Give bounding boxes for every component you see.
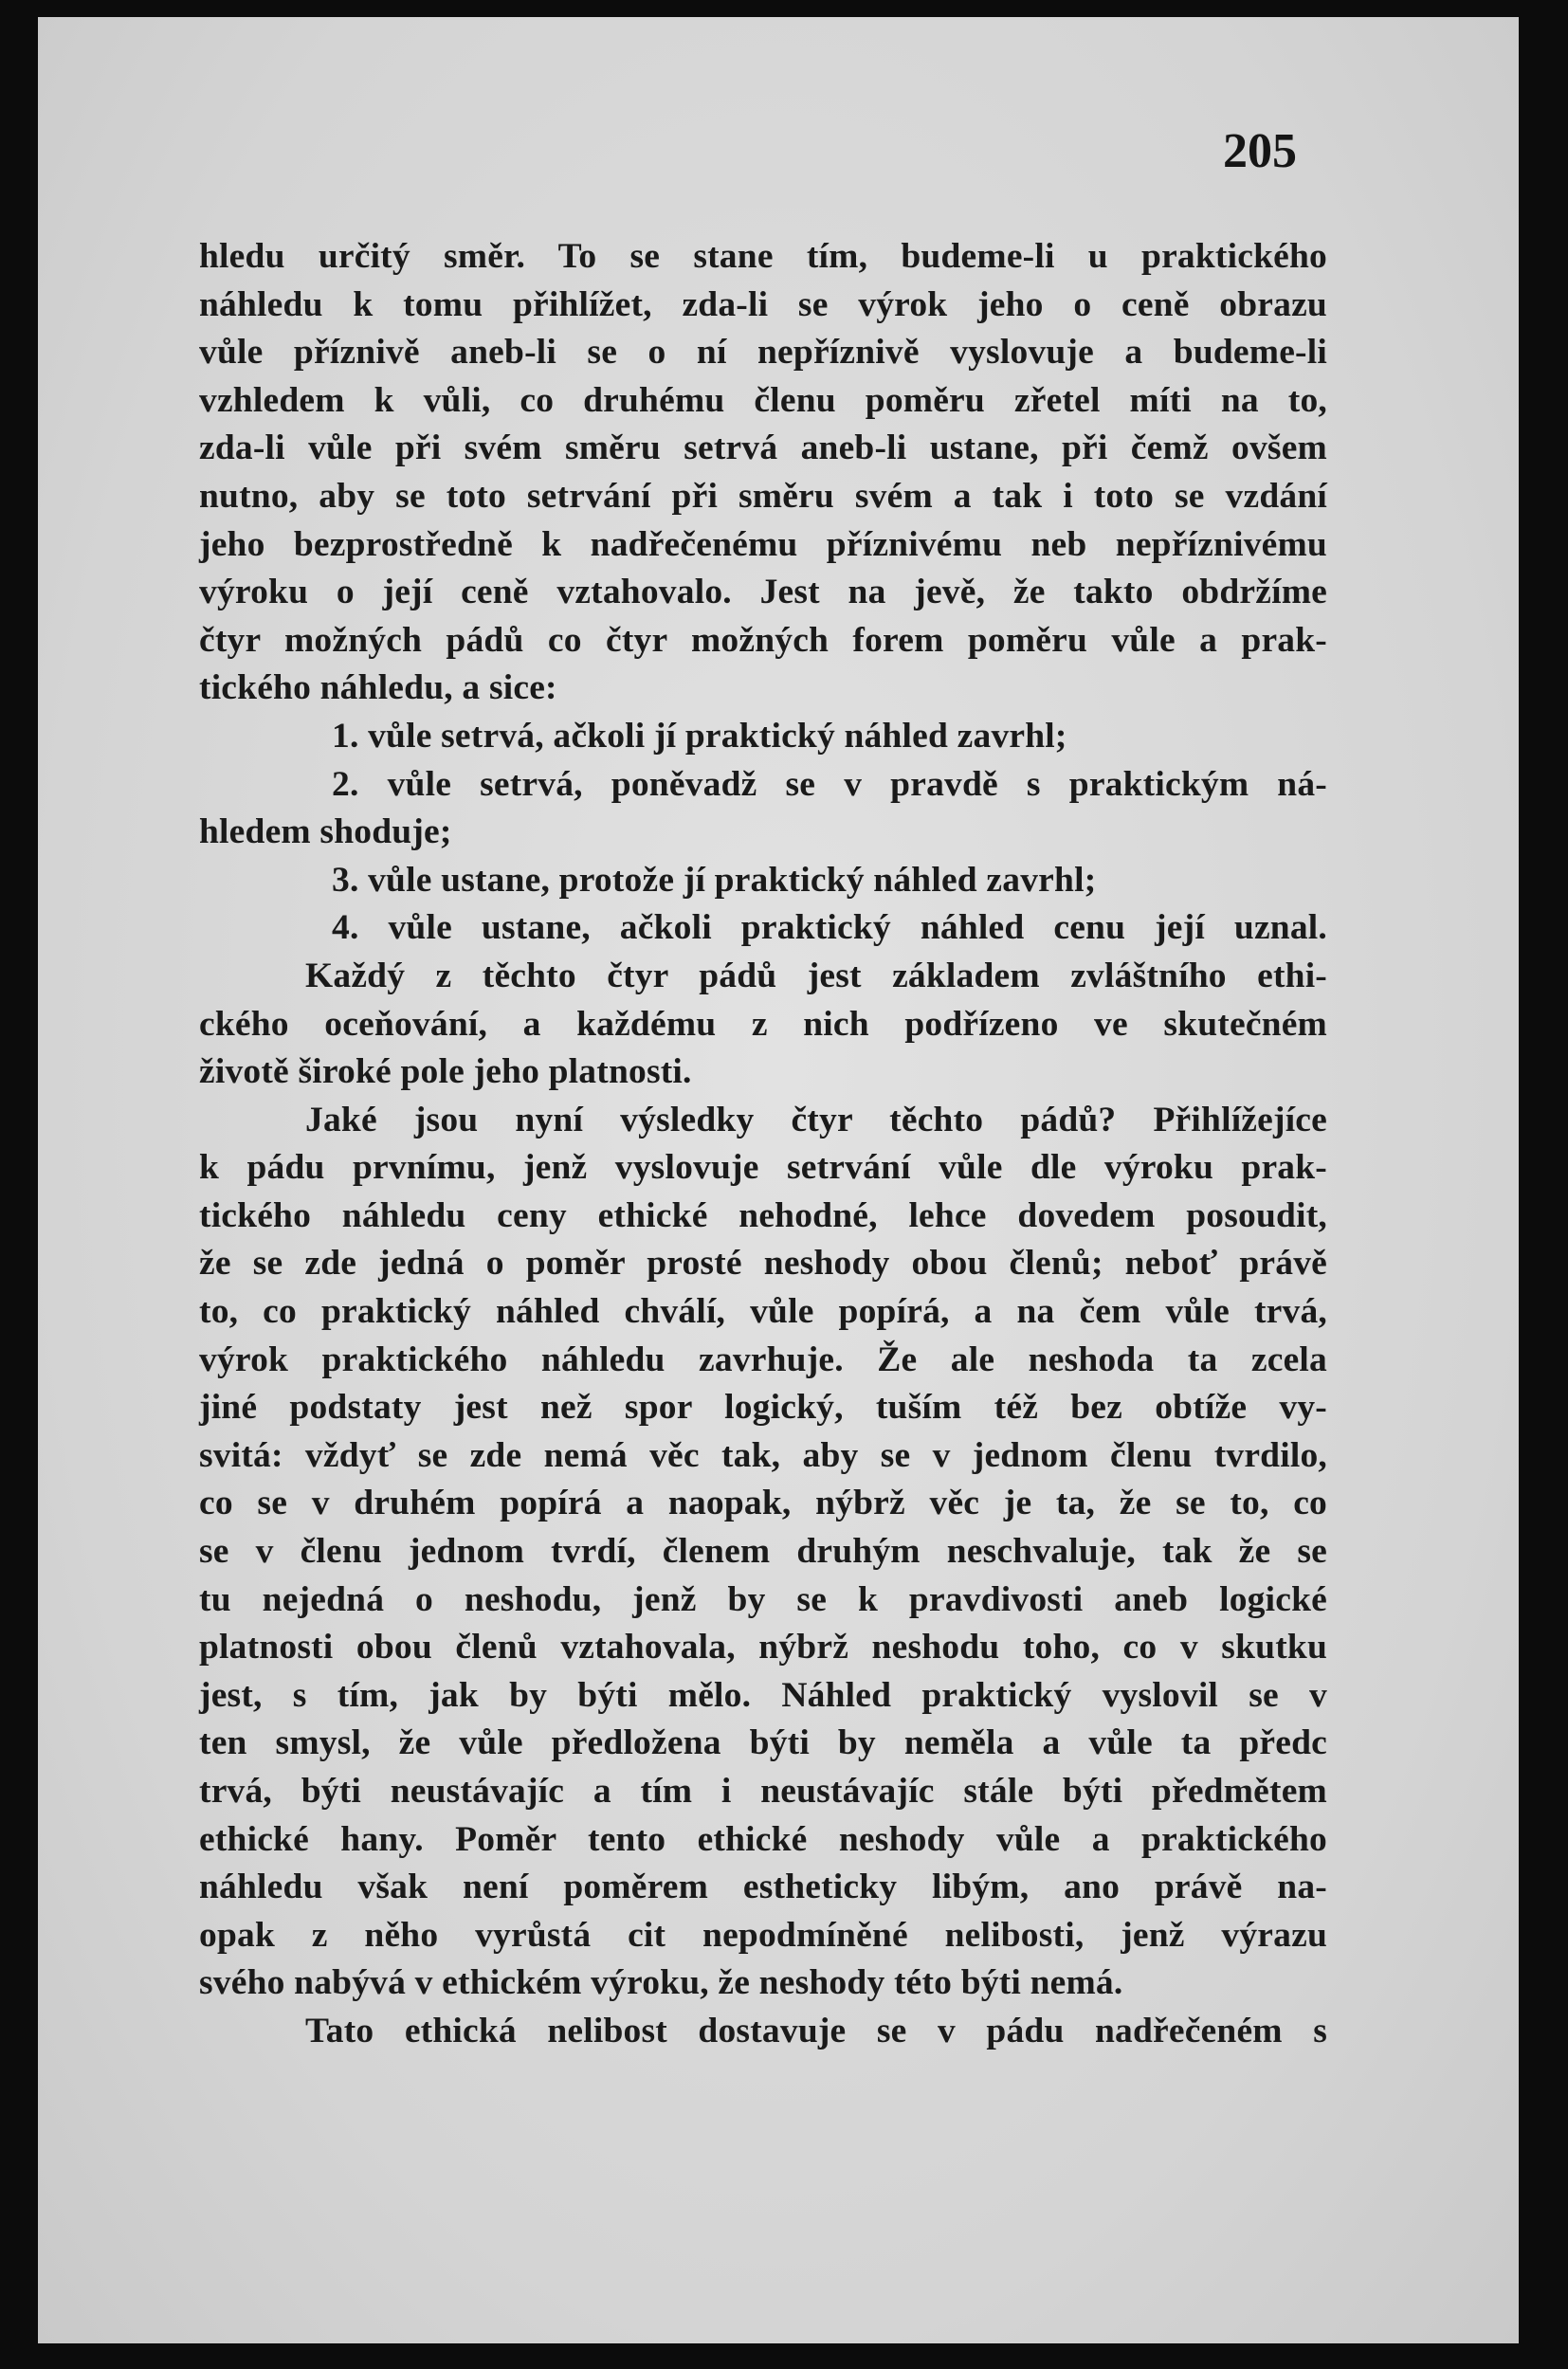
text-line: to, co praktický náhled chválí, vůle popírá, a na čem vůle trvá, (199, 1292, 1327, 1332)
text-line: ckého oceňování, a každému z nich podřízeno ve skutečném (199, 1004, 1327, 1044)
text-line: ethické hany. Poměr tento ethické neshody vůle a praktického (199, 1819, 1327, 1859)
text-line: tu nejedná o neshodu, jenž by se k pravdivosti aneb logické (199, 1579, 1327, 1619)
book-page (38, 17, 1519, 2343)
text-line: čtyr možných pádů co čtyr možných forem poměru vůle a prak- (199, 620, 1327, 660)
text-line: 2. vůle setrvá, poněvadž se v pravdě s praktickým ná- (332, 764, 1327, 804)
text-line: jiné podstaty jest než spor logický, tuším též bez obtíže vy- (199, 1388, 1327, 1428)
text-line: náhledu však není poměrem estheticky libým, ano právě na- (199, 1868, 1327, 1907)
text-line: 3. vůle ustane, protože jí praktický náhled zavrhl; (332, 860, 1097, 900)
text-line: tického náhledu, a sice: (199, 668, 557, 708)
text-line: 4. vůle ustane, ačkoli praktický náhled cenu její uznal. (332, 908, 1327, 948)
text-line: se v členu jednom tvrdí, členem druhým neschvaluje, tak že se (199, 1532, 1327, 1572)
text-line: zda-li vůle při svém směru setrvá aneb-li ustane, při čemž ovšem (199, 428, 1327, 468)
body-text (199, 233, 1327, 2056)
text-line: svitá: vždyť se zde nemá věc tak, aby se v jednom členu tvrdilo, (199, 1435, 1327, 1475)
text-line: platnosti obou členů vztahovala, nýbrž neshodu toho, co v skutku (199, 1628, 1327, 1667)
text-line: vůle příznivě aneb-li se o ní nepříznivě vyslovuje a budeme-li (199, 333, 1327, 373)
text-line: Jaké jsou nyní výsledky čtyr těchto pádů? Přihlížejíce (305, 1100, 1327, 1139)
text-line: Tato ethická nelibost dostavuje se v pádu nadřečeném s (305, 2011, 1327, 2050)
text-line: hledem shoduje; (199, 812, 452, 852)
text-line: trvá, býti neustávajíc a tím i neustávajíc stále býti předmětem (199, 1772, 1327, 1811)
text-line: hledu určitý směr. To se stane tím, budeme-li u praktického (199, 237, 1327, 276)
text-line: Každý z těchto čtyr pádů jest základem zvláštního ethi- (305, 956, 1327, 995)
text-line: životě široké pole jeho platnosti. (199, 1052, 692, 1092)
text-line: ten smysl, že vůle předložena býti by neměla a vůle ta předc (199, 1723, 1327, 1763)
text-line: opak z něho vyrůstá cit nepodmíněné nelibosti, jenž výrazu (199, 1915, 1327, 1955)
text-line: tického náhledu ceny ethické nehodné, lehce dovedem posoudit, (199, 1195, 1327, 1235)
text-line: náhledu k tomu přihlížet, zda-li se výrok jeho o ceně obrazu (199, 284, 1327, 324)
text-line: 1. vůle setrvá, ačkoli jí praktický náhled zavrhl; (332, 716, 1067, 756)
page-number: 205 (1223, 124, 1297, 178)
text-line: jeho bezprostředně k nadřečenému příznivému neb nepříznivému (199, 524, 1327, 564)
text-line: výroku o její ceně vztahovalo. Jest na jevě, že takto obdržíme (199, 573, 1327, 612)
text-line: svého nabývá v ethickém výroku, že neshody této býti nemá. (199, 1963, 1123, 2003)
text-line: výrok praktického náhledu zavrhuje. Že ale neshoda ta zcela (199, 1339, 1327, 1379)
text-line: vzhledem k vůli, co druhému členu poměru zřetel míti na to, (199, 380, 1327, 420)
text-line: jest, s tím, jak by býti mělo. Náhled praktický vyslovil se v (199, 1675, 1327, 1715)
text-line: co se v druhém popírá a naopak, nýbrž věc je ta, že se to, co (199, 1484, 1327, 1523)
text-line: že se zde jedná o poměr prosté neshody obou členů; neboť právě (199, 1244, 1327, 1284)
text-line: nutno, aby se toto setrvání při směru svém a tak i toto se vzdání (199, 476, 1327, 516)
text-line: k pádu prvnímu, jenž vyslovuje setrvání vůle dle výroku prak- (199, 1148, 1327, 1188)
